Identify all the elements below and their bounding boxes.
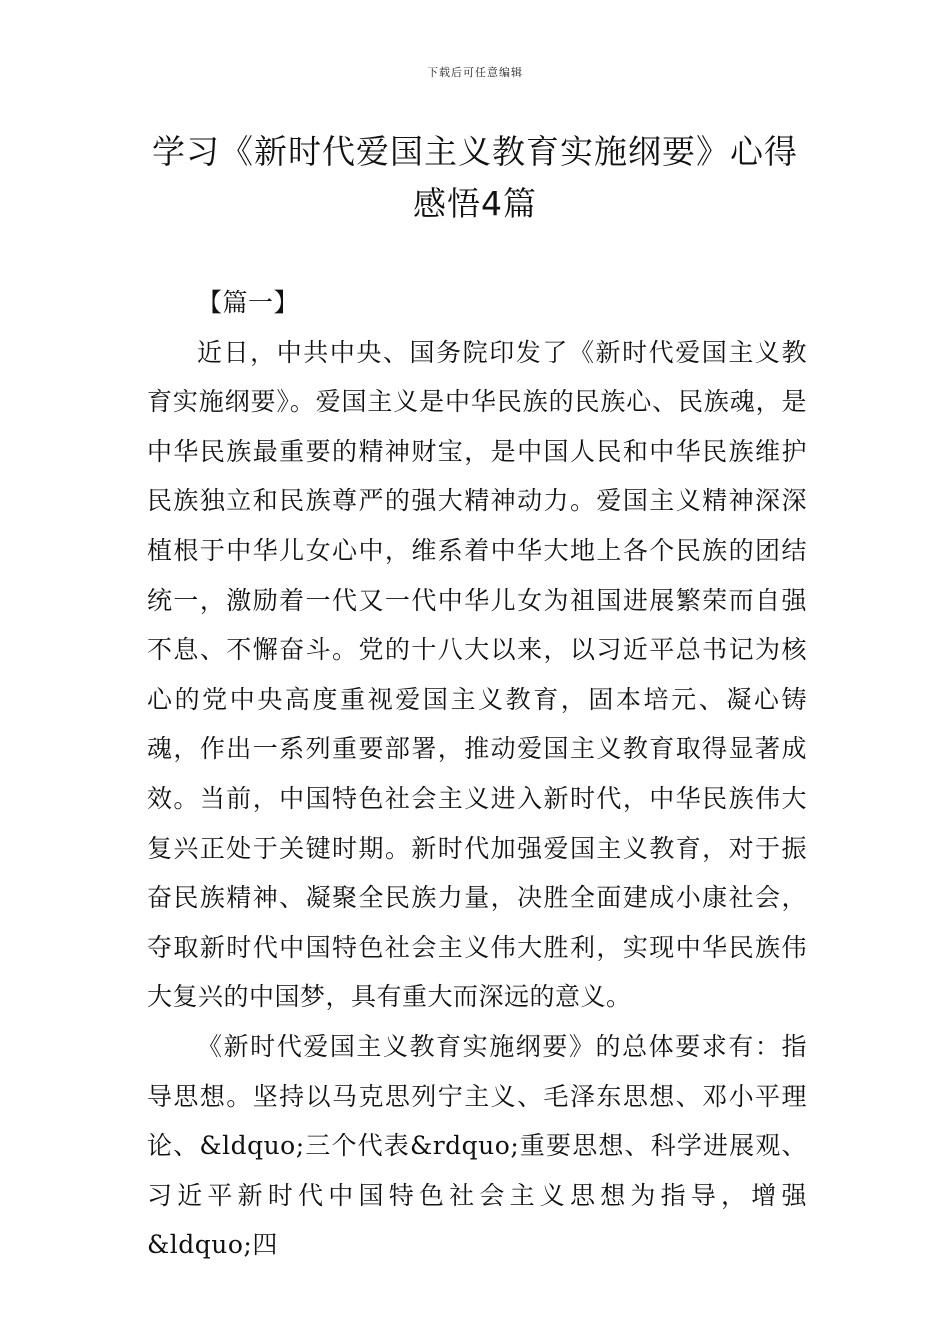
section-label: 【篇一】 <box>197 288 300 317</box>
document-body <box>147 278 807 1270</box>
document-title: 学习《新时代爱国主义教育实施纲要》心得感悟4篇 <box>152 132 798 223</box>
header-note: 下载后可任意编辑 <box>427 66 523 79</box>
paragraph-1: 近日，中共中央、国务院印发了《新时代爱国主义教育实施纲要》。爱国主义是中华民族的民族心、民族魂，是中华民族最重要的精神财宝，是中国人民和中华民族维护民族独立和民族尊严的强大精神动力。爱国主义精神深深植根于中华儿女心中，维系着中华大地上各个民族的团结统一，激励着一代又一代中华儿女为祖国进展繁荣而自强不息、不懈奋斗。党的十八大以来，以习近平总书记为核心的党中央高度重视爱国主义教育，固本培元、凝心铸魂，作出一系列重要部署，推动爱国主义教育取得显著成效。当前，中国特色社会主义进入新时代，中华民族伟大复兴正处于关键时期。新时代加强爱国主义教育，对于振奋民族精神、凝聚全民族力量，决胜全面建成小康社会，夺取新时代中国特色社会主义伟大胜利，实现中华民族伟大复兴的中国梦，具有重大而深远的意义。 <box>147 337 807 1012</box>
paragraph-2: 《新时代爱国主义教育实施纲要》的总体要求有：指导思想。坚持以马克思列宁主义、毛泽东思想、邓小平理论、&ldquo;三个代表&rdquo;重要思想、科学进展观、习近平新时代中国特色社会主义思想为指导，增强&ldquo;四 <box>147 1031 807 1260</box>
